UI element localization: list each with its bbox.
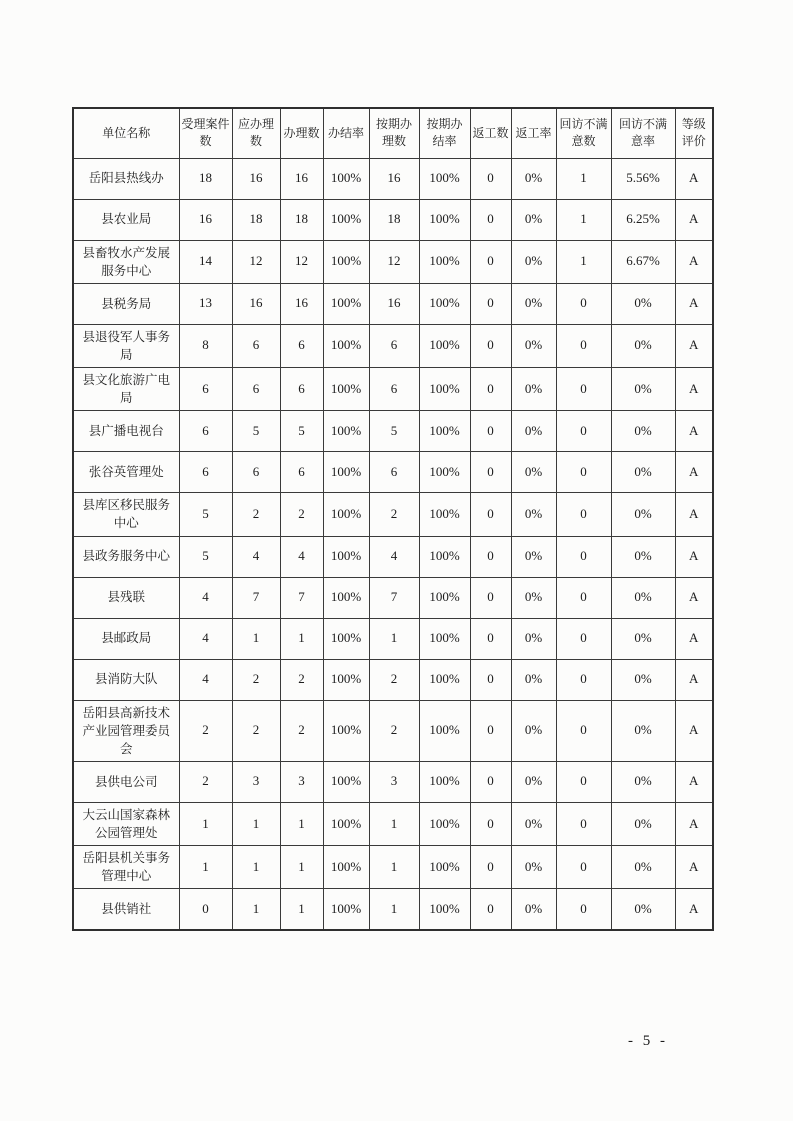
value-cell: 1 [232,802,280,845]
value-cell: 0 [556,618,611,659]
value-cell: 0 [470,324,511,367]
value-cell: 1 [556,158,611,199]
value-cell: 2 [232,700,280,761]
value-cell: A [675,802,713,845]
value-cell: 0 [556,324,611,367]
value-cell: 100% [323,700,369,761]
table-row [73,577,713,618]
value-cell: 5 [179,536,232,577]
value-cell: 100% [419,493,470,536]
unit-name-cell: 县畜牧水产发展服务中心 [73,240,179,283]
value-cell: A [675,324,713,367]
value-cell: 6.67% [611,240,675,283]
value-cell: 0 [470,846,511,889]
value-cell: 2 [280,659,323,700]
value-cell: 18 [232,199,280,240]
value-cell: 1 [179,846,232,889]
unit-name-cell: 县政务服务中心 [73,536,179,577]
value-cell: 100% [323,158,369,199]
value-cell: 7 [232,577,280,618]
value-cell: 6 [232,324,280,367]
value-cell: 0% [511,199,556,240]
unit-name-cell: 岳阳县机关事务管理中心 [73,846,179,889]
value-cell: 6 [179,452,232,493]
value-cell: 12 [232,240,280,283]
value-cell: 100% [323,324,369,367]
value-cell: A [675,846,713,889]
value-cell: A [675,411,713,452]
value-cell: 0 [470,158,511,199]
unit-name-cell: 县广播电视台 [73,411,179,452]
value-cell: 2 [280,700,323,761]
value-cell: 1 [232,846,280,889]
value-cell: 100% [323,283,369,324]
value-cell: 0% [511,368,556,411]
column-header: 应办理数 [232,108,280,158]
value-cell: 100% [419,700,470,761]
value-cell: 2 [369,700,419,761]
value-cell: 0% [511,536,556,577]
table-row [73,802,713,845]
value-cell: 0% [511,240,556,283]
value-cell: 100% [323,846,369,889]
performance-report-table [72,107,714,931]
value-cell: 0 [556,283,611,324]
unit-name-cell: 县消防大队 [73,659,179,700]
value-cell: 0% [611,283,675,324]
value-cell: 18 [179,158,232,199]
value-cell: 16 [369,283,419,324]
table-row [73,452,713,493]
value-cell: 0% [511,493,556,536]
value-cell: 6 [179,411,232,452]
value-cell: 16 [232,283,280,324]
value-cell: 6 [369,324,419,367]
value-cell: 2 [179,761,232,802]
table-row [73,536,713,577]
value-cell: 0% [611,618,675,659]
table-row [73,700,713,761]
value-cell: 14 [179,240,232,283]
value-cell: 5 [232,411,280,452]
value-cell: A [675,452,713,493]
value-cell: 100% [323,536,369,577]
column-header: 办结率 [323,108,369,158]
value-cell: 0 [556,577,611,618]
table-row [73,846,713,889]
value-cell: 100% [419,846,470,889]
page-number: - 5 - [628,1033,668,1049]
value-cell: 100% [323,618,369,659]
value-cell: 100% [323,577,369,618]
value-cell: 1 [369,846,419,889]
value-cell: 0% [511,659,556,700]
value-cell: 100% [419,659,470,700]
value-cell: 3 [232,761,280,802]
value-cell: 0 [470,659,511,700]
value-cell: 100% [419,240,470,283]
value-cell: 100% [419,158,470,199]
value-cell: 0% [611,536,675,577]
value-cell: 100% [419,368,470,411]
column-header: 回访不满意率 [611,108,675,158]
value-cell: 0 [470,493,511,536]
value-cell: 0 [470,452,511,493]
value-cell: 0% [511,452,556,493]
column-header: 返工率 [511,108,556,158]
value-cell: 0 [556,493,611,536]
value-cell: 0% [511,283,556,324]
value-cell: 0 [556,889,611,930]
value-cell: 0 [470,700,511,761]
value-cell: 0 [470,618,511,659]
value-cell: 100% [419,283,470,324]
table-body [73,158,713,930]
value-cell: 100% [419,452,470,493]
value-cell: 1 [556,240,611,283]
column-header: 单位名称 [73,108,179,158]
value-cell: 100% [323,411,369,452]
value-cell: 0 [470,368,511,411]
value-cell: 0% [511,761,556,802]
value-cell: 13 [179,283,232,324]
value-cell: 6 [280,324,323,367]
column-header: 回访不满意数 [556,108,611,158]
value-cell: 100% [323,452,369,493]
column-header: 办理数 [280,108,323,158]
value-cell: 100% [323,761,369,802]
value-cell: 0% [611,802,675,845]
unit-name-cell: 县退役军人事务局 [73,324,179,367]
column-header: 按期办结率 [419,108,470,158]
value-cell: 0% [611,452,675,493]
value-cell: 0% [511,411,556,452]
table-row [73,324,713,367]
unit-name-cell: 县供销社 [73,889,179,930]
value-cell: 1 [369,618,419,659]
value-cell: 0% [611,368,675,411]
value-cell: 0 [470,802,511,845]
value-cell: 0 [470,283,511,324]
value-cell: 0% [511,324,556,367]
value-cell: 0 [470,536,511,577]
value-cell: 0 [470,577,511,618]
value-cell: 0 [556,411,611,452]
value-cell: 0 [470,761,511,802]
value-cell: 100% [419,618,470,659]
value-cell: 100% [323,802,369,845]
column-header: 按期办理数 [369,108,419,158]
value-cell: 12 [280,240,323,283]
value-cell: 6 [369,452,419,493]
value-cell: 6 [232,368,280,411]
value-cell: 100% [419,802,470,845]
table-row [73,411,713,452]
value-cell: 0 [556,659,611,700]
value-cell: 0% [611,659,675,700]
value-cell: 1 [280,889,323,930]
value-cell: 1 [179,802,232,845]
value-cell: 1 [369,802,419,845]
value-cell: 100% [419,577,470,618]
value-cell: 0% [511,618,556,659]
unit-name-cell: 张谷英管理处 [73,452,179,493]
value-cell: A [675,761,713,802]
unit-name-cell: 大云山国家森林公园管理处 [73,802,179,845]
table-row [73,889,713,930]
value-cell: 100% [323,659,369,700]
table-row [73,240,713,283]
table-header [73,108,713,158]
value-cell: 0 [556,452,611,493]
table-row [73,368,713,411]
value-cell: 6 [280,368,323,411]
value-cell: 6 [369,368,419,411]
value-cell: 0% [511,889,556,930]
value-cell: 0% [611,324,675,367]
unit-name-cell: 岳阳县高新技术产业园管理委员会 [73,700,179,761]
value-cell: 1 [232,618,280,659]
table-row [73,659,713,700]
unit-name-cell: 县邮政局 [73,618,179,659]
value-cell: 7 [369,577,419,618]
value-cell: 0% [611,577,675,618]
value-cell: 4 [280,536,323,577]
value-cell: 0% [611,846,675,889]
value-cell: A [675,700,713,761]
value-cell: 0 [556,802,611,845]
value-cell: 100% [419,889,470,930]
unit-name-cell: 县文化旅游广电局 [73,368,179,411]
value-cell: 1 [280,846,323,889]
table-row [73,618,713,659]
value-cell: 18 [369,199,419,240]
value-cell: 1 [556,199,611,240]
value-cell: 0 [470,199,511,240]
value-cell: 1 [280,802,323,845]
value-cell: 0 [179,889,232,930]
value-cell: 0% [511,802,556,845]
value-cell: 0 [556,700,611,761]
unit-name-cell: 县税务局 [73,283,179,324]
value-cell: 6 [280,452,323,493]
table-row [73,761,713,802]
value-cell: 1 [232,889,280,930]
value-cell: 3 [280,761,323,802]
unit-name-cell: 县供电公司 [73,761,179,802]
value-cell: 100% [323,889,369,930]
value-cell: A [675,659,713,700]
value-cell: 5.56% [611,158,675,199]
value-cell: 100% [419,761,470,802]
value-cell: 12 [369,240,419,283]
value-cell: 16 [280,283,323,324]
value-cell: 16 [232,158,280,199]
value-cell: 0% [611,889,675,930]
value-cell: 16 [179,199,232,240]
unit-name-cell: 县库区移民服务中心 [73,493,179,536]
value-cell: 4 [179,618,232,659]
value-cell: 100% [419,536,470,577]
value-cell: 6 [179,368,232,411]
value-cell: A [675,283,713,324]
value-cell: 100% [419,411,470,452]
value-cell: A [675,368,713,411]
unit-name-cell: 县残联 [73,577,179,618]
value-cell: 2 [369,659,419,700]
value-cell: 4 [179,659,232,700]
value-cell: 0 [470,889,511,930]
value-cell: A [675,618,713,659]
unit-name-cell: 岳阳县热线办 [73,158,179,199]
value-cell: 4 [369,536,419,577]
column-header: 受理案件数 [179,108,232,158]
value-cell: A [675,889,713,930]
value-cell: 0% [511,158,556,199]
table-row [73,158,713,199]
value-cell: 0% [511,577,556,618]
value-cell: 6 [232,452,280,493]
value-cell: 2 [369,493,419,536]
value-cell: 6.25% [611,199,675,240]
value-cell: 5 [179,493,232,536]
value-cell: 3 [369,761,419,802]
value-cell: 0% [611,493,675,536]
value-cell: 0% [511,846,556,889]
value-cell: 100% [419,324,470,367]
value-cell: 0 [556,368,611,411]
value-cell: 100% [323,199,369,240]
value-cell: 100% [323,493,369,536]
column-header: 等级评价 [675,108,713,158]
unit-name-cell: 县农业局 [73,199,179,240]
value-cell: 100% [323,368,369,411]
table-row [73,493,713,536]
table-header-row [73,108,713,158]
value-cell: 0% [611,411,675,452]
value-cell: 0 [556,761,611,802]
value-cell: 0 [556,536,611,577]
value-cell: 0% [611,700,675,761]
value-cell: 16 [280,158,323,199]
value-cell: A [675,536,713,577]
value-cell: 4 [232,536,280,577]
value-cell: 4 [179,577,232,618]
value-cell: 0 [556,846,611,889]
value-cell: 2 [280,493,323,536]
value-cell: 0 [470,411,511,452]
value-cell: 2 [179,700,232,761]
value-cell: 16 [369,158,419,199]
column-header: 返工数 [470,108,511,158]
value-cell: 0% [511,700,556,761]
value-cell: 2 [232,493,280,536]
value-cell: 8 [179,324,232,367]
value-cell: A [675,493,713,536]
value-cell: 1 [280,618,323,659]
value-cell: 5 [369,411,419,452]
value-cell: A [675,199,713,240]
value-cell: A [675,240,713,283]
value-cell: A [675,158,713,199]
value-cell: 5 [280,411,323,452]
table-row [73,283,713,324]
value-cell: 7 [280,577,323,618]
table-row [73,199,713,240]
value-cell: 0% [611,761,675,802]
value-cell: A [675,577,713,618]
value-cell: 0 [470,240,511,283]
value-cell: 1 [369,889,419,930]
value-cell: 100% [323,240,369,283]
value-cell: 2 [232,659,280,700]
value-cell: 100% [419,199,470,240]
value-cell: 18 [280,199,323,240]
